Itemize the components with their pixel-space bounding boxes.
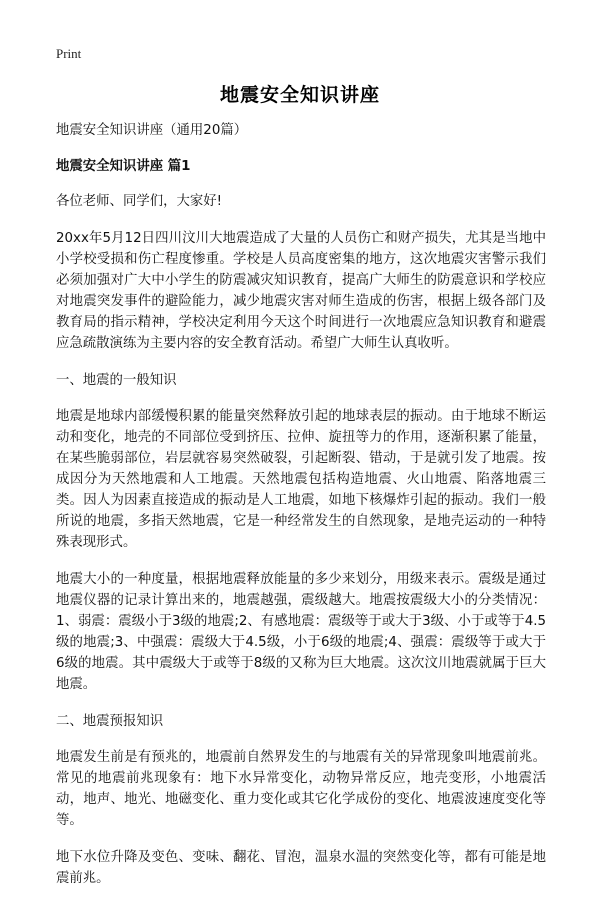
print-link[interactable]: Print: [56, 46, 82, 61]
document-title: 地震安全知识讲座: [219, 84, 380, 106]
section-heading-forecast: 二、地震预报知识: [56, 714, 164, 729]
paragraph-precursors: 地震发生前是有预兆的，地震前自然界发生的与地震有关的异常现象叫地震前兆。常见的地震前兆现象有：地下水异常变化，动物异常反应，地壳变形，小地震活动，地声、地光、地磁变化、重力变化或其它化学成份的变化、地震波速度变化等等。: [56, 750, 546, 828]
document-subtitle: 地震安全知识讲座（通用20篇）: [56, 123, 248, 138]
paragraph-earthquake-definition: 地震是地球内部缓慢积累的能量突然释放引起的地球表层的振动。由于地球不断运动和变化，地壳的不同部位受到挤压、拉伸、旋扭等力的作用，逐渐积累了能量，在某些脆弱部位，岩层就容易突然破裂，引起断裂、错动，于是就引发了地震。按成因分为天然地震和人工地震。天然地震包括构造地震、火山地震、陷落地震三类。因人为因素直接造成的振动是人工地震，如地下核爆炸引起的振动。我们一般所说的地震，多指天然地震，它是一种经常发生的自然现象，是地壳运动的一种特殊表现形式。: [56, 409, 546, 550]
greeting: 各位老师、同学们，大家好!: [56, 194, 223, 209]
document-body: [56, 120, 546, 905]
section-heading-general: 一、地震的一般知识: [56, 373, 177, 388]
paragraph-groundwater: 地下水位升降及变色、变味、翻花、冒泡，温泉水温的突然变化等，都有可能是地震前兆。: [56, 850, 546, 886]
paragraph-magnitude: 地震大小的一种度量，根据地震释放能量的多少来划分，用级来表示。震级是通过地震仪器的记录计算出来的，地震越强，震级越大。地震按震级大小的分类情况：1、弱震：震级小于3级的地震;2、有感地震：震级等于或大于3级、小于或等于4.5级的地震;3、中强震：震级大于4.5级，小于6级的地震;4、强震：震级等于或大于6级的地震。其中震级大于或等于8级的又称为巨大地震。这次汶川地震就属于巨大地震。: [56, 572, 546, 692]
paragraph-intro: 20xx年5月12日四川汶川大地震造成了大量的人员伤亡和财产损失，尤其是当地中小学校受损和伤亡程度惨重。学校是人员高度密集的地方，这次地震灾害警示我们必须加强对广大中小学生的防震减灾知识教育，提高广大师生的防震意识和学校应对地震突发事件的避险能力，减少地震灾害对师生造成的伤害，根据上级各部门及教育局的指示精神，学校决定利用今天这个时间进行一次地震应急知识教育和避震应急疏散演练为主要内容的安全教育活动。希望广大师生认真收听。: [56, 231, 546, 351]
part-heading: 地震安全知识讲座 篇1: [56, 159, 191, 174]
